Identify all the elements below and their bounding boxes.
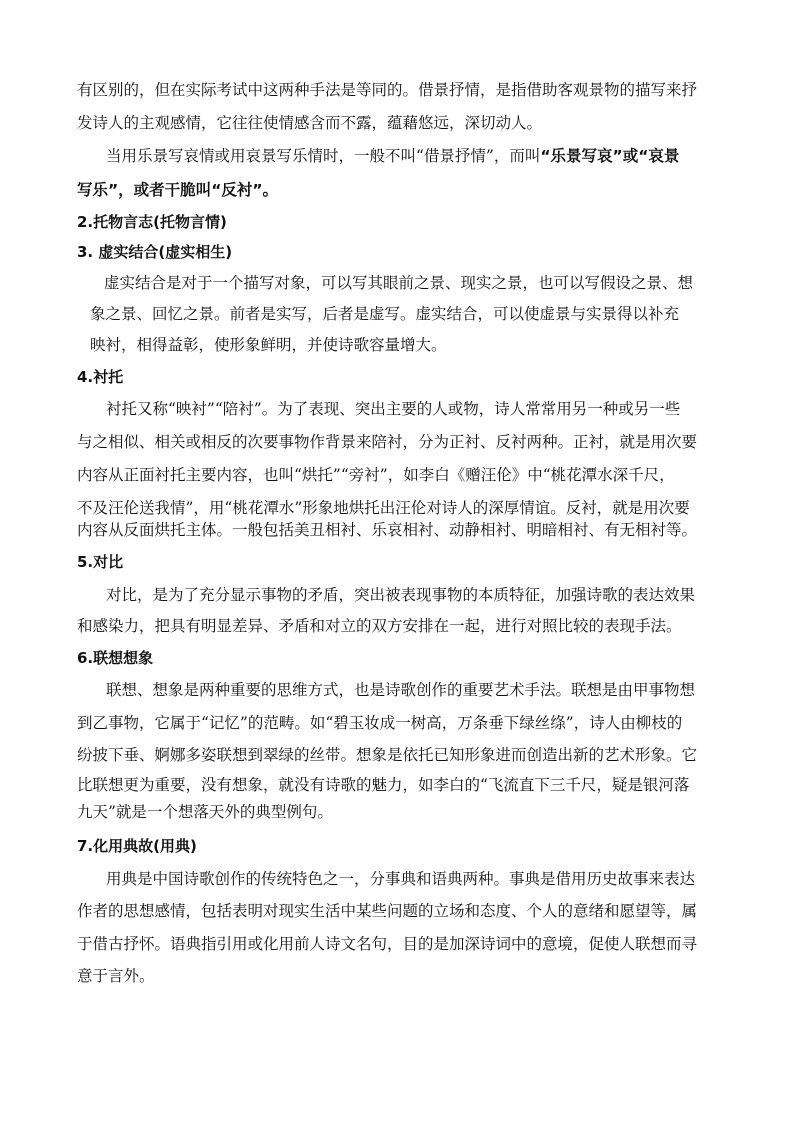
bold-term: “乐景写哀”或“哀景: [540, 147, 680, 165]
paragraph-line: 衬托又称“映衬”“陪衬”。为了表现、突出主要的人或物，诗人常常用另一种或另一些: [106, 400, 681, 418]
paragraph-line: 于借古抒怀。语典指引用或化用前人诗文名句，目的是加深诗词中的意境，促使人联想而寻: [77, 935, 698, 953]
section-heading: 3. 虚实结合(虚实相生): [77, 243, 233, 261]
paragraph-line: 作者的思想感情，包括表明对现实生活中某些问题的立场和态度、个人的意绪和愿望等，属: [77, 902, 698, 920]
section-heading: 7.化用典故(用典): [77, 837, 197, 855]
paragraph-line: [106, 146, 679, 166]
paragraph-line: 内容从反面烘托主体。一般包括美丑相衬、乐哀相衬、动静相衬、明暗相衬、有无相衬等。: [77, 521, 698, 539]
paragraph-line: 和感染力，把具有明显差异、矛盾和对立的双方安排在一起，进行对照比较的表现手法。: [77, 617, 682, 635]
paragraph-line: 不及汪伦送我情”，用“桃花潭水”形象地烘托出汪伦对诗人的深厚情谊。反衬，就是用次要: [77, 499, 690, 517]
paragraph-line: 发诗人的主观感情，它往往使情感含而不露，蕴藉悠远，深切动人。: [77, 114, 543, 132]
paragraph-line: 有区别的，但在实际考试中这两种手法是等同的。借景抒情，是指借助客观景物的描写来抒: [77, 81, 698, 99]
paragraph-line: 与之相似、相关或相反的次要事物作背景来陪衬，分为正衬、反衬两种。正衬，就是用次要: [77, 433, 698, 451]
section-heading: 4.衬托: [77, 368, 124, 386]
paragraph-line: 用典是中国诗歌创作的传统特色之一，分事典和语典两种。事典是借用历史故事来表达: [106, 870, 696, 888]
paragraph-line: 内容从正面衬托主要内容，也叫“烘托”“旁衬”，如李白《赠汪伦》中“桃花潭水深千尺，: [77, 466, 675, 484]
paragraph-line: 到乙事物，它属于“记忆”的范畴。如“碧玉妆成一树高，万条垂下绿丝绦”，诗人由柳枝的: [77, 714, 683, 732]
bold-term: 写乐”，或者干脆叫“反衬”。: [77, 181, 279, 199]
paragraph-line: [77, 180, 278, 200]
paragraph-line: 映衬，相得益彰，使形象鲜明，并使诗歌容量增大。: [90, 336, 447, 354]
section-heading: 5.对比: [77, 553, 124, 571]
paragraph-line: 九天”就是一个想落天外的典型例句。: [77, 803, 333, 821]
paragraph-line: 意于言外。: [77, 967, 155, 985]
paragraph-line: 纷披下垂、婀娜多姿联想到翠绿的丝带。想象是依托已知形象进而创造出新的艺术形象。它: [77, 746, 698, 764]
section-heading: 2.托物言志(托物言情): [77, 213, 227, 231]
paragraph-line: 对比，是为了充分显示事物的矛盾，突出被表现事物的本质特征，加强诗歌的表达效果: [106, 586, 696, 604]
section-heading: 6.联想想象: [77, 649, 154, 667]
paragraph-line: 联想、想象是两种重要的思维方式，也是诗歌创作的重要艺术手法。联想是由甲事物想: [106, 681, 696, 699]
paragraph-line: 比联想更为重要，没有想象，就没有诗歌的魅力，如李白的“飞流直下三千尺，疑是银河落: [77, 776, 690, 794]
paragraph-line: 象之景、回忆之景。前者是实写，后者是虚写。虚实结合，可以使虚景与实景得以补充: [90, 305, 680, 323]
paragraph-text: 当用乐景写哀情或用哀景写乐情时，一般不叫“借景抒情”，而叫: [106, 147, 541, 165]
paragraph-line: 虚实结合是对于一个描写对象，可以写其眼前之景、现实之景，也可以写假设之景、想: [104, 274, 694, 292]
